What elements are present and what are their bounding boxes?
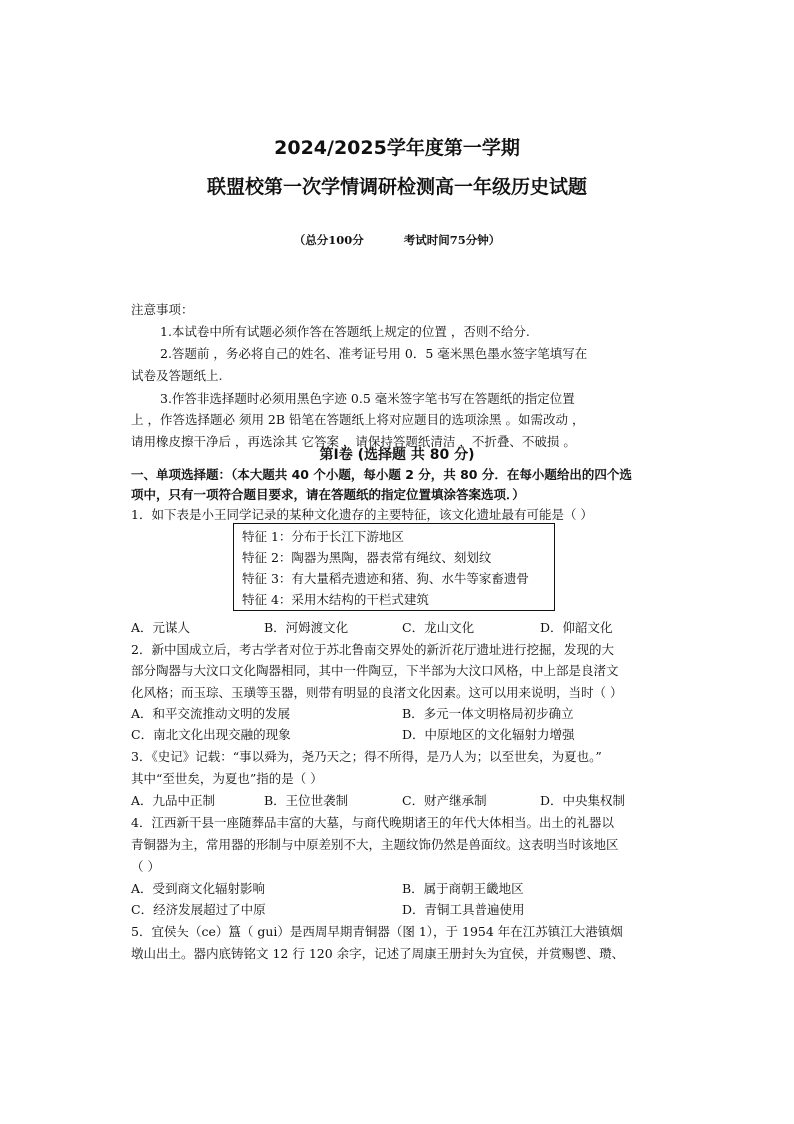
option-a: A．元谋人 — [131, 620, 191, 635]
feature-row: 特征 3：有大量稻壳遗迹和猪、狗、水牛等家畜遗骨 — [242, 571, 529, 586]
notice-line: 3.作答非选择题时必须用黑色字迹 0.5 毫米签字笔书写在答题纸的指定位置 — [160, 391, 575, 406]
question-5-line: 5．宜侯夨（ce）簋（ gui）是西周早期青铜器（图 1），于 1954 年在江苏镇江大港镇烟 — [131, 924, 623, 939]
option-b: B．属于商朝王畿地区 — [402, 881, 524, 896]
exam-term-title: 2024/2025学年度第一学期 — [274, 137, 520, 159]
option-d: D．青铜工具普遍使用 — [402, 902, 525, 917]
option-b: B．河姆渡文化 — [264, 620, 349, 635]
option-c: C．南北文化出现交融的现象 — [131, 727, 291, 742]
question-1-stem: 1．如下表是小王同学记录的某种文化遗存的主要特征，该文化遗址最有可能是（ ） — [131, 507, 593, 522]
notice-line: 上 ，作答选择题必 须用 2B 铅笔在答题纸上将对应题目的选项涂黑 。如需改动 ， — [131, 412, 585, 427]
question-3-line: 其中“至世矣，为夏也”指的是（ ） — [131, 771, 323, 786]
notice-line: 试卷及答题纸上. — [131, 368, 223, 383]
exam-meta — [0, 232, 794, 248]
exam-title: 联盟校第一次学情调研检测高一年级历史试题 — [206, 176, 587, 198]
question-4-line: （ ） — [131, 859, 160, 874]
option-a: A．和平交流推动文明的发展 — [131, 706, 291, 721]
option-c: C．经济发展超过了中原 — [131, 902, 266, 917]
total-score: （总分100分 — [293, 233, 364, 247]
section-instruction: 项中，只有一项符合题目要求，请在答题纸的指定位置填涂答案选项．） — [131, 487, 525, 502]
question-2-line: 化风格；而玉琮、玉璜等玉器，则带有明显的良渚文化因素。这可以用来说明，当时（ ） — [131, 685, 623, 700]
option-b: B．王位世袭制 — [264, 793, 349, 808]
option-a: A．受到商文化辐射影响 — [131, 881, 266, 896]
exam-time: 考试时间75分钟） — [403, 233, 501, 247]
option-c: C．财产继承制 — [402, 793, 487, 808]
section-instruction: 一、单项选择题：（本大题共 40 个小题，每小题 2 分，共 80 分．在每小题给出的四个选 — [131, 467, 632, 482]
notice-title: 注意事项： — [131, 302, 194, 317]
question-4-line: 青铜器为主，常用器的形制与中原差别不大，主题纹饰仍然是兽面纹。这表明当时该地区 — [131, 837, 619, 852]
feature-row: 特征 4：采用木结构的干栏式建筑 — [242, 592, 429, 607]
feature-table — [233, 523, 555, 611]
option-d: D．中原地区的文化辐射力增强 — [402, 727, 575, 742]
question-4-line: 4．江西新干县一座随葬品丰富的大墓，与商代晚期诸王的年代大体相当。出土的礼器以 — [131, 815, 614, 830]
question-5-line: 墩山出土。器内底铸铭文 12 行 120 余字，记述了周康王册封夨为宜侯，并赏赐鬯、瓒、 — [131, 946, 625, 961]
question-2-line: 部分陶器与大汶口文化陶器相同，其中一件陶豆，下半部为大汶口风格，中上部是良渚文 — [131, 663, 619, 678]
feature-row: 特征 2：陶器为黑陶，器表常有绳纹、刻划纹 — [242, 550, 492, 565]
option-d: D．中央集权制 — [540, 793, 626, 808]
option-b: B．多元一体文明格局初步确立 — [402, 706, 574, 721]
notice-line: 2.答题前 ，务必将自己的姓名、准考证号用 0．5 毫米黑色墨水签字笔填写在 — [160, 346, 588, 361]
option-d: D．仰韶文化 — [540, 620, 613, 635]
option-c: C．龙山文化 — [402, 620, 475, 635]
notice-line: 请用橡皮擦干净后 ，再选涂其 它答案 ，请保持答题纸清洁 ，不折叠、不破损 。 — [131, 434, 576, 449]
question-3-line: 3．《史记》记载：“事以舜为，尧乃天之；得不所得，是乃人为；以至世矣，为夏也。” — [131, 749, 602, 764]
option-a: A．九品中正制 — [131, 793, 216, 808]
feature-row: 特征 1：分布于长江下游地区 — [242, 529, 404, 544]
question-2-line: 2．新中国成立后，考古学者对位于苏北鲁南交界处的新沂花厅遗址进行挖掘，发现的大 — [131, 642, 614, 657]
section-title: 第Ⅰ卷 (选择题 共 80 分) — [319, 447, 475, 463]
notice-line: 1.本试卷中所有试题必须作答在答题纸上规定的位置 ，否则不给分. — [160, 324, 530, 339]
